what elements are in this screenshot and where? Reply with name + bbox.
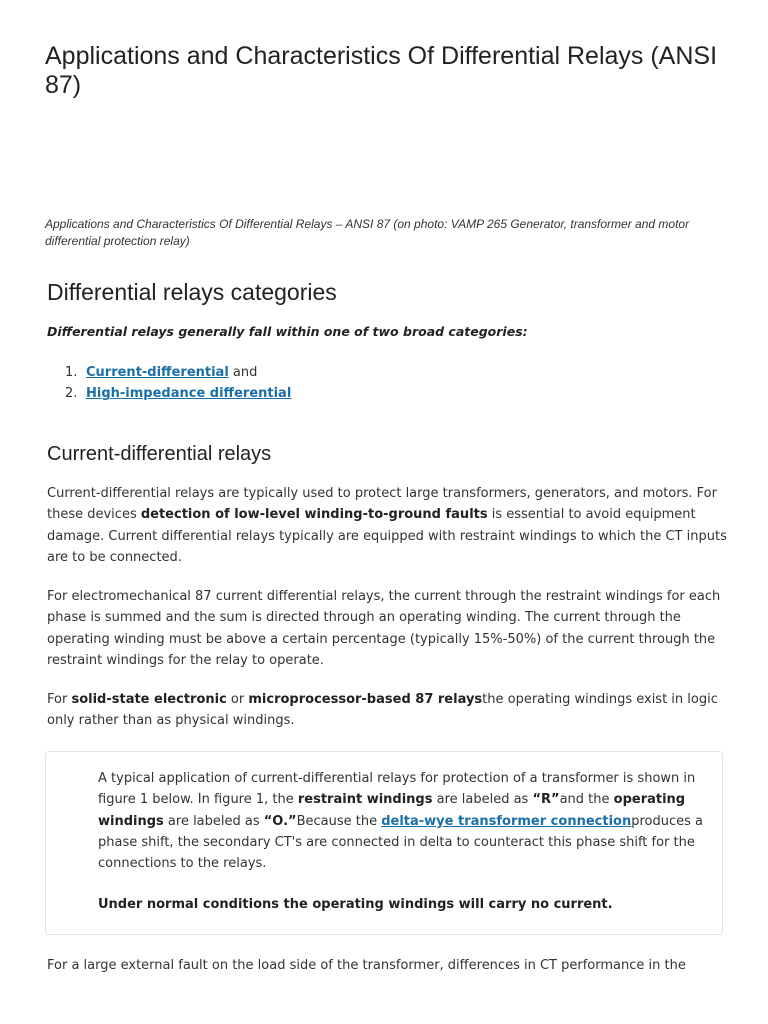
current-differential-link[interactable]: Current-differential <box>86 365 229 380</box>
note-strong-statement: Under normal conditions the operating windings will carry no current. <box>98 897 613 912</box>
text-run: For <box>47 692 72 707</box>
paragraph-current-differential-intro <box>47 483 727 568</box>
list-item <box>47 383 291 404</box>
bold-text: restraint windings <box>297 792 433 808</box>
delta-wye-transformer-connection-link[interactable]: delta-wye transformer connection <box>381 813 632 829</box>
list-item-number: 2. <box>65 386 78 401</box>
list-item-suffix: and <box>228 365 258 380</box>
bold-text: “O.” <box>263 813 297 829</box>
image-caption: Applications and Characteristics Of Differential Relays – ANSI 87 (on photo: VAMP 265 Generator, transformer and motor differential protection relay) <box>45 217 690 248</box>
section-heading-current-differential: Current-differential relays <box>47 443 272 465</box>
text-run: are labeled as <box>432 792 533 808</box>
text-run: are labeled as <box>163 813 264 829</box>
section-heading-categories: Differential relays categories <box>47 279 337 305</box>
high-impedance-differential-link[interactable]: High-impedance differential <box>86 386 292 401</box>
list-item-number: 1. <box>65 365 78 380</box>
text-run: is essential to avoid equipment damage. Current differential relays typically are equipped with restraint windings to which the CT inputs are to be connected. <box>47 507 727 565</box>
text-run: the operating windings exist in logic only rather than as physical windings. <box>47 692 718 729</box>
paragraph-external-fault: For a large external fault on the load side of the transformer, differences in CT performance in the <box>47 958 686 973</box>
bold-text: microprocessor-based 87 relays <box>248 692 483 707</box>
note-box <box>45 751 723 935</box>
text-run: Current-differential relays are typically used to protect large transformers, generators, and motors. For these devices <box>47 486 717 523</box>
paragraph-solid-state <box>47 689 727 732</box>
text-run: and the <box>559 792 614 808</box>
text-run: A typical application of current-differential relays for protection of a transformer is shown in figure 1 below. In figure 1, the <box>98 771 696 808</box>
bold-text: “R” <box>532 792 560 808</box>
page-title: Applications and Characteristics Of Differential Relays (ANSI 87) <box>45 42 718 99</box>
text-run: Because the <box>296 813 382 829</box>
text-run: produces a phase shift, the secondary CT's are connected in delta to counteract this phase shift for the connections to the relays. <box>98 813 703 872</box>
bold-text: detection of low-level winding-to-ground faults <box>140 507 488 523</box>
text-run: or <box>226 692 249 707</box>
paragraph-electromechanical: For electromechanical 87 current differential relays, the current through the restraint windings for each phase is summed and the sum is directed through an operating winding. The current through the operating winding must be above a certain percentage (typically 15%-50%) of the current through the restraint windings for the relay to operate. <box>47 589 721 668</box>
bold-text: operating windings <box>98 792 686 829</box>
list-item <box>47 362 291 383</box>
bold-text: solid-state electronic <box>71 692 227 707</box>
categories-intro: Differential relays generally fall within one of two broad categories: <box>47 324 528 339</box>
categories-list <box>47 362 291 404</box>
note-paragraph <box>98 768 710 874</box>
